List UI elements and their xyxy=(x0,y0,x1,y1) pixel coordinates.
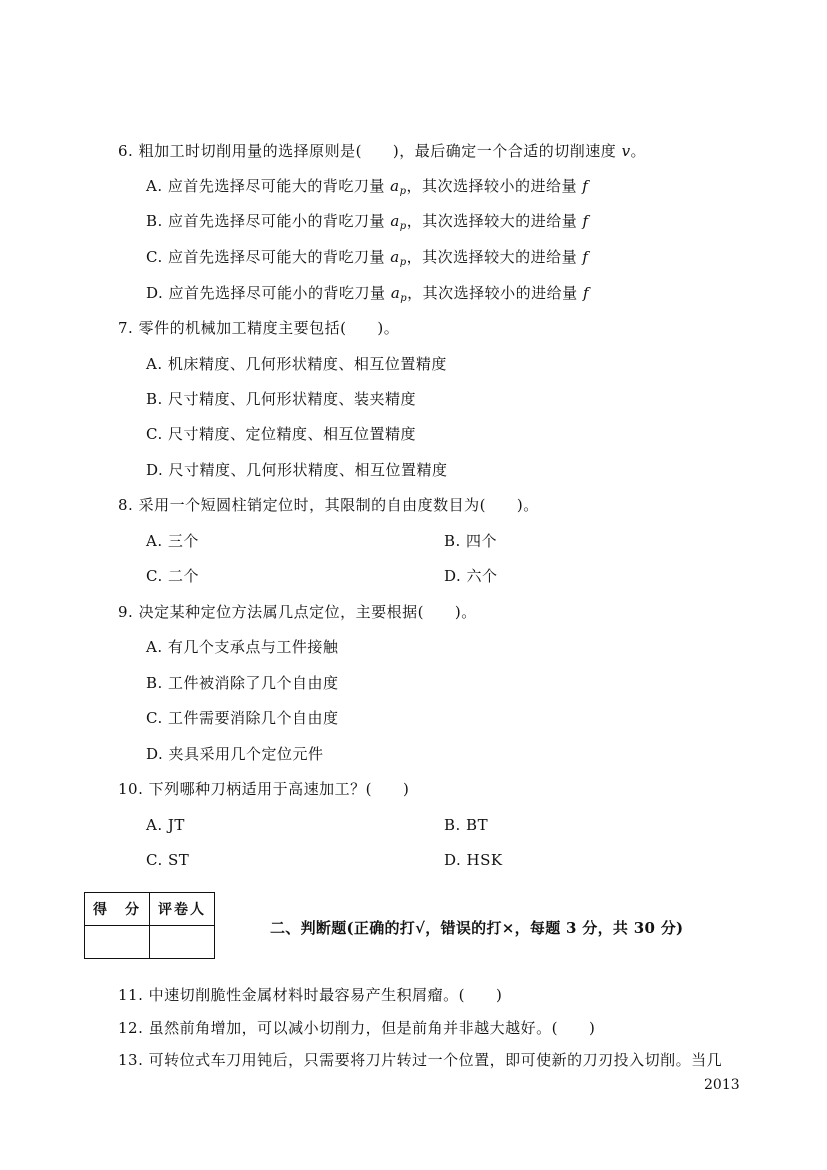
q10-option-a: A. JT xyxy=(146,816,185,834)
q10-option-c: C. ST xyxy=(146,851,190,869)
q10-option-b: B. BT xyxy=(444,816,489,834)
grader-label: 评卷人 xyxy=(150,893,215,926)
q6-d-text: D. 应首先选择尽可能小的背吃刀量 xyxy=(146,284,391,302)
q6-d-ap: a xyxy=(390,284,401,302)
question-10-stem: 10. 下列哪种刀柄适用于高速加工？( ) xyxy=(118,780,410,798)
score-cell[interactable] xyxy=(85,926,150,959)
score-table xyxy=(84,892,215,959)
q9-option-a: A. 有几个支承点与工件接触 xyxy=(146,638,339,656)
q8-option-d: D. 六个 xyxy=(444,567,498,585)
q8-option-c: C. 二个 xyxy=(146,567,199,585)
score-label: 得 分 xyxy=(85,893,150,926)
q6-stem-text: 6. 粗加工时切削用量的选择原则是( )，最后确定一个合适的切削速度 xyxy=(118,142,622,160)
q8-option-b: B. 四个 xyxy=(444,532,498,550)
q8-option-a: A. 三个 xyxy=(146,532,199,550)
q9-option-c: C. 工件需要消除几个自由度 xyxy=(146,709,339,727)
q6-a-mid: ，其次选择较小的进给量 xyxy=(406,177,583,195)
q6-stem-end: 。 xyxy=(630,142,647,160)
question-12: 12. 虽然前角增加，可以减小切削力，但是前角并非越大越好。( ) xyxy=(118,1019,596,1037)
question-13: 13. 可转位式车刀用钝后，只需要将刀片转过一个位置，即可使新的刀刃投入切削。当几 xyxy=(118,1051,723,1069)
q6-b-ap-sub: p xyxy=(399,221,407,232)
q6-d-ap-sub: p xyxy=(400,293,408,304)
q6-option-a xyxy=(146,176,588,202)
q9-option-d: D. 夹具采用几个定位元件 xyxy=(146,745,324,763)
q6-option-b xyxy=(146,211,589,237)
question-6-stem xyxy=(118,141,646,161)
section-2-title: 二、判断题(正确的打√，错误的打×，每题 3 分，共 30 分) xyxy=(270,919,684,937)
q6-b-mid: ，其次选择较大的进给量 xyxy=(406,212,583,230)
q6-d-f: f xyxy=(582,284,590,302)
q6-c-mid: ，其次选择较大的进给量 xyxy=(406,248,583,266)
q6-a-f: f xyxy=(582,177,589,195)
q9-option-b: B. 工件被消除了几个自由度 xyxy=(146,674,339,692)
q7-option-b: B. 尺寸精度、几何形状精度、装夹精度 xyxy=(146,390,417,408)
question-11: 11. 中速切削脆性金属材料时最容易产生积屑瘤。( ) xyxy=(118,986,503,1004)
q6-b-ap: a xyxy=(390,212,400,230)
q6-option-c xyxy=(146,247,588,273)
q6-c-ap-sub: p xyxy=(399,257,407,268)
q6-a-ap-sub: p xyxy=(399,186,407,197)
q6-c-text: C. 应首先选择尽可能大的背吃刀量 xyxy=(146,248,391,266)
q6-a-text: A. 应首先选择尽可能大的背吃刀量 xyxy=(146,177,391,195)
q6-c-ap: a xyxy=(390,248,400,266)
q6-b-text: B. 应首先选择尽可能小的背吃刀量 xyxy=(146,212,391,230)
q6-b-f: f xyxy=(582,212,589,230)
q7-option-d: D. 尺寸精度、几何形状精度、相互位置精度 xyxy=(146,461,448,479)
question-8-stem: 8. 采用一个短圆柱销定位时，其限制的自由度数目为( )。 xyxy=(118,496,539,514)
q6-option-d xyxy=(146,283,589,309)
q6-c-f: f xyxy=(582,248,589,266)
q7-option-c: C. 尺寸精度、定位精度、相互位置精度 xyxy=(146,425,416,443)
page-number: 2013 xyxy=(704,1077,740,1093)
q6-a-ap: a xyxy=(390,177,400,195)
q6-var-v: v xyxy=(621,142,631,160)
q7-option-a: A. 机床精度、几何形状精度、相互位置精度 xyxy=(146,355,447,373)
question-7-stem: 7. 零件的机械加工精度主要包括( )。 xyxy=(118,319,400,337)
grader-cell[interactable] xyxy=(150,926,215,959)
question-9-stem: 9. 决定某种定位方法属几点定位，主要根据( )。 xyxy=(118,603,477,621)
q6-d-mid: ，其次选择较小的进给量 xyxy=(407,284,583,302)
q10-option-d: D. HSK xyxy=(444,851,503,869)
